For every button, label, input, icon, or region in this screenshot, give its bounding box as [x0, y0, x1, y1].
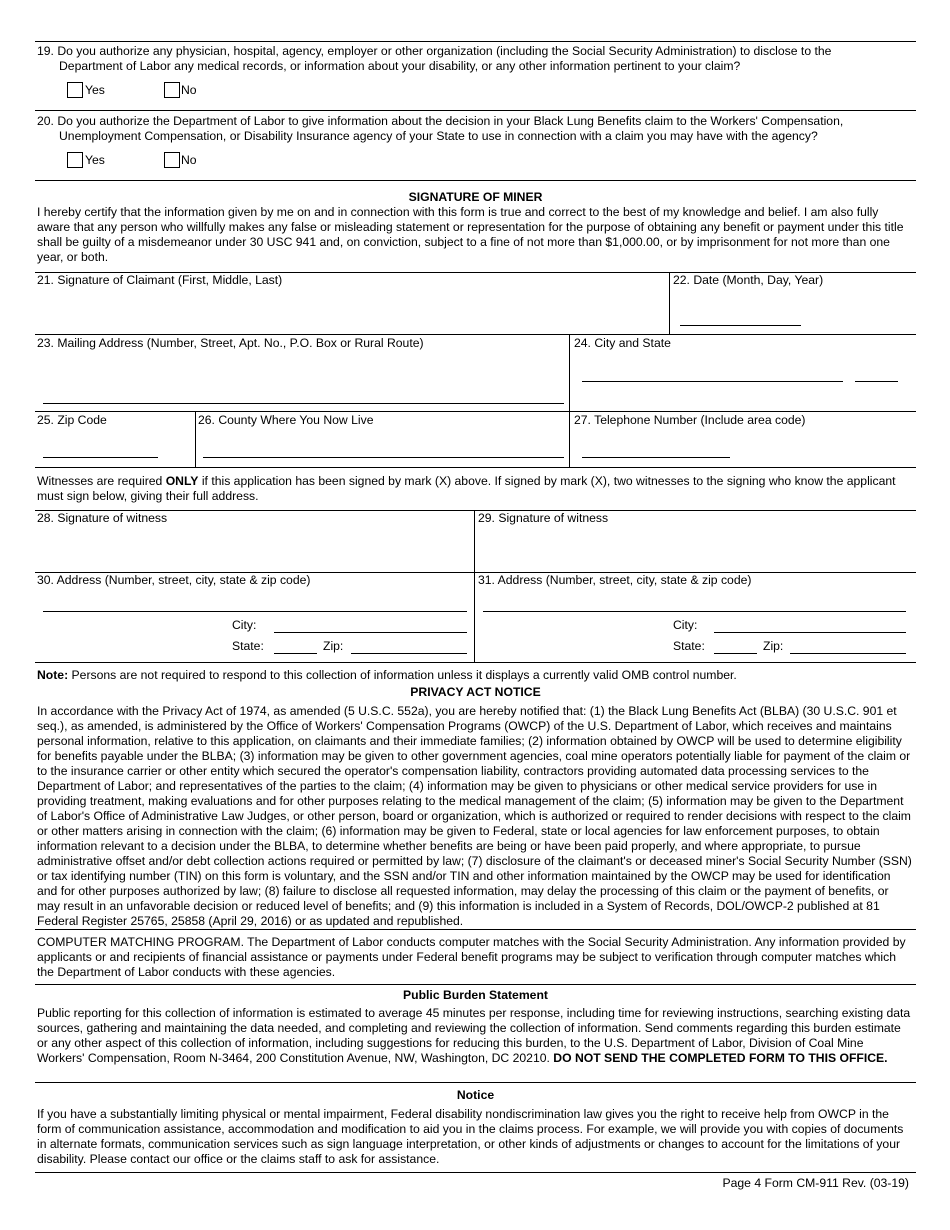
witness-intro-post: if this application has been signed by mark (X) above. If signed by mark (X), two witnesses to the signing who know the applicant must sign below, giving their full address.: [37, 474, 896, 503]
zip-input-line[interactable]: [43, 457, 158, 458]
witness2-address-line[interactable]: [483, 611, 906, 612]
question-19-line1: 19. Do you authorize any physician, hospital, agency, employer or other organization (including the Social Security Administration) to disclose to the: [37, 44, 832, 58]
divider: [35, 334, 916, 335]
state-input-line[interactable]: [855, 381, 898, 382]
divider: [35, 1082, 916, 1083]
city-input-line[interactable]: [582, 381, 843, 382]
divider: [569, 411, 916, 412]
field-25-label: 25. Zip Code: [37, 413, 107, 427]
field-28-label: 28. Signature of witness: [37, 511, 168, 525]
divider: [569, 334, 570, 467]
field-29-label: 29. Signature of witness: [478, 511, 609, 525]
date-input-line[interactable]: [680, 325, 801, 326]
q20-no-checkbox[interactable]: [164, 152, 180, 168]
note-label: Note:: [37, 668, 69, 682]
divider: [35, 510, 916, 511]
q19-no-label: No: [181, 83, 197, 97]
question-19-line2: Department of Labor any medical records, or information about your disability, or any other information pertinent to your claim?: [59, 58, 741, 73]
witness1-address-line[interactable]: [43, 611, 467, 612]
witness2-state-label: State:: [673, 639, 705, 653]
field-24-label: 24. City and State: [574, 336, 671, 350]
divider: [474, 510, 475, 662]
witness2-city-line[interactable]: [714, 632, 906, 633]
burden-text: [37, 1006, 913, 1066]
privacy-text: In accordance with the Privacy Act of 1974, as amended (5 U.S.C. 552a), you are hereby notified that: (1) the Black Lung Benefits Act (BLBA) (30 U.S.C. 901 et seq.), as amended, is administered by the Office of Workers' Compensation Programs (OWCP) of the U.S. Department of Labor, which receives and maintains personal information, relative to this application, on claimants and their immediate families; (2) information obtained by OWCP will be used to determine eligibility for benefits payable under the BLBA; (3) information may be given to other government agencies, coal mine operators potentially liable for payment of the claim or to the insurance carrier or other entity which secured the operator's compensation liability, contractors providing automated data processing services to the Department of Labor; and representatives of the parties to the claim; (4) information may be given to physicians or other medical service providers for use in providing treatment, making evaluations and for other purposes relating to the medical management of the claim; (5) information may be given to the Department of Labor's Office of Administrative Law Judges, or other person, board or organization, which is authorized or required to render decisions with respect to the claim or other matters arising in connection with the claim; (6) information may be given to Federal, state or local agencies for law enforcement purposes, to obtain information relevant to a decision under the BLBA, to determine whether benefits are being or have been paid properly, and where appropriate, to pursue administrative offset and/or debt collection actions required or permitted by law; (7) disclosure of the claimant's or deceased miner's Social Security Number (SSN) or tax identifying number (TIN) on this form is voluntary, and the SSN and/or TIN and other information maintained by the OWCP may be used for identification and for other purposes authorized by law; (8) failure to disclose all requested information, may delay the processing of this claim or the payment of benefits, or may result in an unfavorable decision or reduced level of benefits; and (9) this information is included in a System of Records, DOL/OWCP-2 published at 81 Federal Register 25765, 25858 (April 29, 2016) or as updated and republished.: [37, 704, 912, 928]
witness-instructions: [37, 474, 913, 504]
q20-yes-label: Yes: [85, 153, 105, 167]
field-23-label: 23. Mailing Address (Number, Street, Apt. No., P.O. Box or Rural Route): [37, 336, 424, 350]
witness1-city-line[interactable]: [274, 632, 467, 633]
divider: [35, 180, 916, 181]
field-30-label: 30. Address (Number, street, city, state & zip code): [37, 573, 311, 587]
field-26-label: 26. County Where You Now Live: [198, 413, 374, 427]
divider: [35, 929, 916, 930]
q19-yes-checkbox[interactable]: [67, 82, 83, 98]
mailing-address-input-line[interactable]: [43, 403, 564, 404]
signature-heading: SIGNATURE OF MINER: [408, 190, 543, 204]
page-footer: Page 4 Form CM-911 Rev. (03-19): [722, 1176, 909, 1190]
witness1-state-line[interactable]: [274, 653, 317, 654]
divider: [669, 272, 670, 334]
question-20-line2: Unemployment Compensation, or Disability Insurance agency of your State to use in connection with a claim you may have with the agency?: [59, 128, 818, 143]
divider: [35, 411, 569, 412]
omb-note: [37, 668, 737, 683]
computer-matching-text: COMPUTER MATCHING PROGRAM. The Department of Labor conducts computer matches with the Social Security Administration. Any information provided by applicants or and recipients of financial assistance or payments under Federal benefit programs may be subject to verification through computer matches which the Department of Labor conducts with these agencies.: [37, 935, 906, 979]
field-22-label: 22. Date (Month, Day, Year): [673, 273, 824, 287]
q19-yes-label: Yes: [85, 83, 105, 97]
question-20-line1: 20. Do you authorize the Department of Labor to give information about the decision in your Black Lung Benefits claim to the Workers' Compensation,: [37, 114, 844, 128]
telephone-input-line[interactable]: [582, 457, 730, 458]
question-20: [37, 114, 912, 143]
top-rule: [35, 41, 916, 42]
witness2-state-line[interactable]: [714, 653, 757, 654]
burden-bold: DO NOT SEND THE COMPLETED FORM TO THIS OFFICE.: [553, 1051, 888, 1065]
burden-body: Public reporting for this collection of information is estimated to average 45 minutes per response, including time for reviewing instructions, searching existing data sources, gathering and maintaining the data needed, and completing and reviewing the collection of information. Send comments regarding this burden estimate or any other aspect of this collection of information, including suggestions for reducing this burden, to the U.S. Department of Labor, Division of Coal Mine Workers' Compensation, Room N-3464, 200 Constitution Avenue, NW, Washington, DC 20210.: [37, 1006, 911, 1065]
question-19: [37, 44, 912, 73]
divider: [35, 662, 916, 663]
privacy-heading: PRIVACY ACT NOTICE: [410, 685, 541, 699]
divider: [35, 984, 916, 985]
witness1-state-label: State:: [232, 639, 264, 653]
witness-intro-pre: Witnesses are required: [37, 474, 166, 488]
note-text: Persons are not required to respond to this collection of information unless it displays a currently valid OMB control number.: [68, 668, 737, 682]
witness-intro-bold: ONLY: [165, 474, 199, 488]
witness1-city-label: City:: [232, 618, 257, 632]
witness1-zip-line[interactable]: [351, 653, 467, 654]
certification-text: I hereby certify that the information given by me on and in connection with this form is true and correct to the best of my knowledge and belief. I am also fully aware that any person who willfully makes any false or misleading statement or representation for the purpose of obtaining any benefit or payment under this title shall be guilty of a misdemeanor under 30 USC 941 and, on conviction, subject to a fine of not more than $1,000.00, or by imprisonment for not more than one year, or both.: [37, 205, 904, 264]
divider: [195, 411, 196, 467]
notice-text: If you have a substantially limiting physical or mental impairment, Federal disability nondiscrimination law gives you the right to receive help from OWCP in the form of communication assistance, accommodation and modification to aid you in the claims process. For example, we will provide you with copies of documents in alternate formats, communication services such as sign language interpretation, or other kinds of adjustments or changes to account for the limitations of your disability. Please contact our office or the claims staff to ask for assistance.: [37, 1107, 904, 1166]
notice-heading: Notice: [456, 1088, 495, 1102]
divider: [35, 110, 916, 111]
q20-yes-checkbox[interactable]: [67, 152, 83, 168]
witness2-city-label: City:: [673, 618, 698, 632]
field-31-label: 31. Address (Number, street, city, state & zip code): [478, 573, 752, 587]
divider: [35, 1172, 916, 1173]
divider: [35, 467, 916, 468]
witness1-zip-label: Zip:: [323, 639, 344, 653]
witness2-zip-line[interactable]: [790, 653, 906, 654]
county-input-line[interactable]: [203, 457, 564, 458]
field-21-label: 21. Signature of Claimant (First, Middle, Last): [37, 273, 283, 287]
burden-heading: Public Burden Statement: [403, 988, 548, 1002]
q19-no-checkbox[interactable]: [164, 82, 180, 98]
q20-no-label: No: [181, 153, 197, 167]
witness2-zip-label: Zip:: [763, 639, 784, 653]
field-27-label: 27. Telephone Number (Include area code): [574, 413, 806, 427]
